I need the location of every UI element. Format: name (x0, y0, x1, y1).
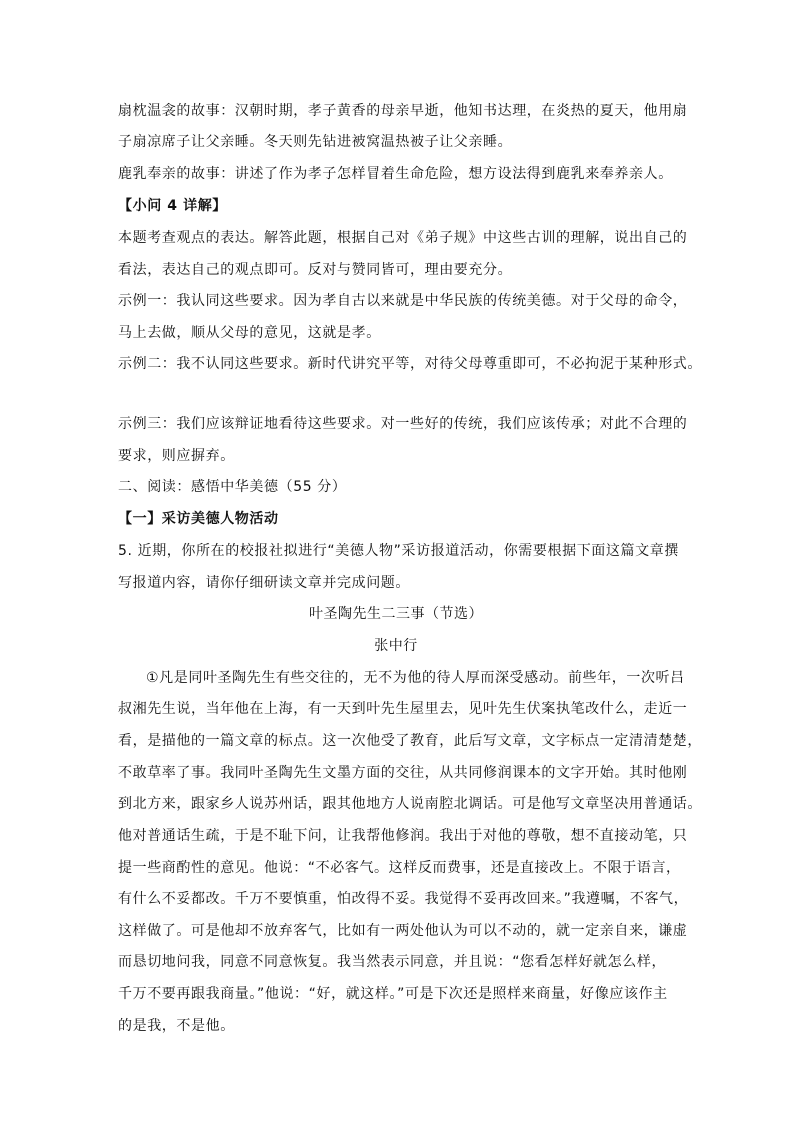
article-para-1-line-7: 提一些商酌性的意见。他说：“不必客气。这样反而费事，还是直接改上。不限于语言， (118, 860, 681, 876)
article-para-1-line-3: 看，是描他的一篇文章的标点。这一次他受了教育，此后写文章，文字标点一定清清楚楚， (118, 733, 702, 749)
answer-intro-line-2: 看法，表达自己的观点即可。反对与赞同皆可，理由要充分。 (118, 262, 513, 278)
example-one-line-2: 马上去做，顺从父母的意见，这就是孝。 (118, 325, 381, 341)
example-three-line-2: 要求，则应摒弃。 (118, 448, 235, 464)
article-para-1-line-5: 到北方来，跟家乡人说苏州话，跟其他地方人说南腔北调话。可是他写文章坚决用普通话。 (118, 796, 702, 812)
article-author: 张中行 (374, 638, 418, 654)
question-5-line-2: 写报道内容，请你仔细研读文章并完成问题。 (118, 575, 410, 591)
example-one-line-1: 示例一：我认同这些要求。因为孝自古以来就是中华民族的传统美德。对于父母的命令， (118, 293, 688, 309)
question-5-line-1: 5. 近期，你所在的校报社拟进行“美德人物”采访报道活动，你需要根据下面这篇文章撰 (118, 543, 679, 559)
para-fanzhen-line-2: 子扇凉席子让父亲睡。冬天则先钻进被窝温热被子让父亲睡。 (118, 134, 513, 150)
para-luru-line: 鹿乳奉亲的故事：讲述了作为孝子怎样冒着生命危险，想方设法得到鹿乳来奉养亲人。 (118, 166, 673, 182)
example-two-line: 示例二：我不认同这些要求。新时代讲究平等，对待父母尊重即可，不必拘泥于某种形式。 (118, 356, 702, 372)
article-para-1-line-6: 他对普通话生疏，于是不耻下问，让我帮他修润。我出于对他的尊敬，想不直接动笔，只 (118, 828, 688, 844)
subsection-heading-interview: 【一】采访美德人物活动 (118, 511, 279, 527)
article-para-1-line-12: 的是我，不是他。 (118, 1018, 235, 1034)
article-title: 叶圣陶先生二三事（节选） (309, 606, 483, 622)
section-heading-q4: 【小问 4 详解】 (118, 198, 227, 214)
article-para-1-line-8: 有什么不妥都改。千万不要慎重，怕改得不妥。我觉得不妥再改回来。”我遵嘱，不客气， (118, 891, 689, 907)
article-para-1-line-1: ①凡是同叶圣陶先生有些交往的，无不为他的待人厚而深受感动。前些年，一次听吕 (146, 670, 685, 686)
answer-intro-line-1: 本题考查观点的表达。解答此题，根据自己对《弟子规》中这些古训的理解，说出自己的 (118, 230, 688, 246)
section-heading-reading: 二、阅读：感悟中华美德（55 分） (118, 479, 347, 495)
article-para-1-line-2: 叔湘先生说，当年他在上海，有一天到叶先生屋里去，见叶先生伏案执笔改什么，走近一 (118, 701, 688, 717)
article-para-1-line-9: 这样做了。可是他却不放弃客气，比如有一两处他认为可以不动的，就一定亲自来，谦虚 (118, 923, 688, 939)
example-three-line-1: 示例三：我们应该辩证地看待这些要求。对一些好的传统，我们应该传承；对此不合理的 (118, 416, 688, 432)
article-para-1-line-11: 千万不要再跟我商量。”他说：“好，就这样。”可是下次还是照样来商量，好像应该作主 (118, 986, 668, 1002)
para-fanzhen-line-1: 扇枕温衾的故事：汉朝时期，孝子黄香的母亲早逝，他知书达理，在炎热的夏天，他用扇 (118, 103, 688, 119)
article-para-1-line-10: 而恳切地问我，同意不同意恢复。我当然表示同意，并且说：“您看怎样好就怎么样， (118, 954, 667, 970)
article-para-1-line-4: 不敢草率了事。我同叶圣陶先生文墨方面的交往，从共同修润课本的文字开始。其时他刚 (118, 765, 688, 781)
